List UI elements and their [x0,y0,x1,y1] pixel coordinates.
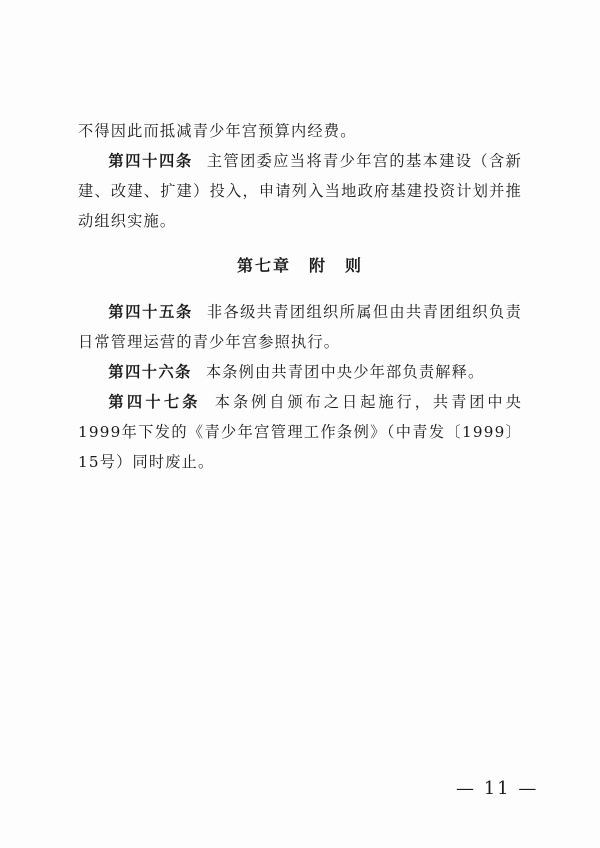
article-46-text: 本条例由共青团中央少年部负责解释。 [205,363,485,381]
article-47-label: 第四十七条 [108,393,201,411]
article-45 [78,297,522,357]
article-46 [78,357,522,387]
article-44-label: 第四十四条 [108,152,193,170]
article-47 [78,387,522,477]
article-45-text: 非各级共青团组织所属但由共青团组织负责日常管理运营的青少年宫参照执行。 [78,303,522,351]
article-46-label: 第四十六条 [108,363,192,381]
chapter-heading [0,253,600,276]
text-block-bottom [78,297,522,477]
continued-paragraph: 不得因此而抵减青少年宫预算内经费。 [78,122,357,140]
text-block-top [78,116,522,236]
article-45-label: 第四十五条 [108,303,193,321]
chapter-number: 第七章 [236,256,291,275]
chapter-title: 附 则 [309,256,364,275]
article-44 [78,146,522,236]
article-47-text: 本条例自颁布之日起施行，共青团中央1999年下发的《青少年宫管理工作条例》（中青发〔1999〕15号）同时废止。 [78,393,522,471]
page-number: — 11 — [456,778,539,799]
article-44-text: 主管团委应当将青少年宫的基本建设（含新建、改建、扩建）投入，申请列入当地政府基建投资计划并推动组织实施。 [78,152,522,230]
